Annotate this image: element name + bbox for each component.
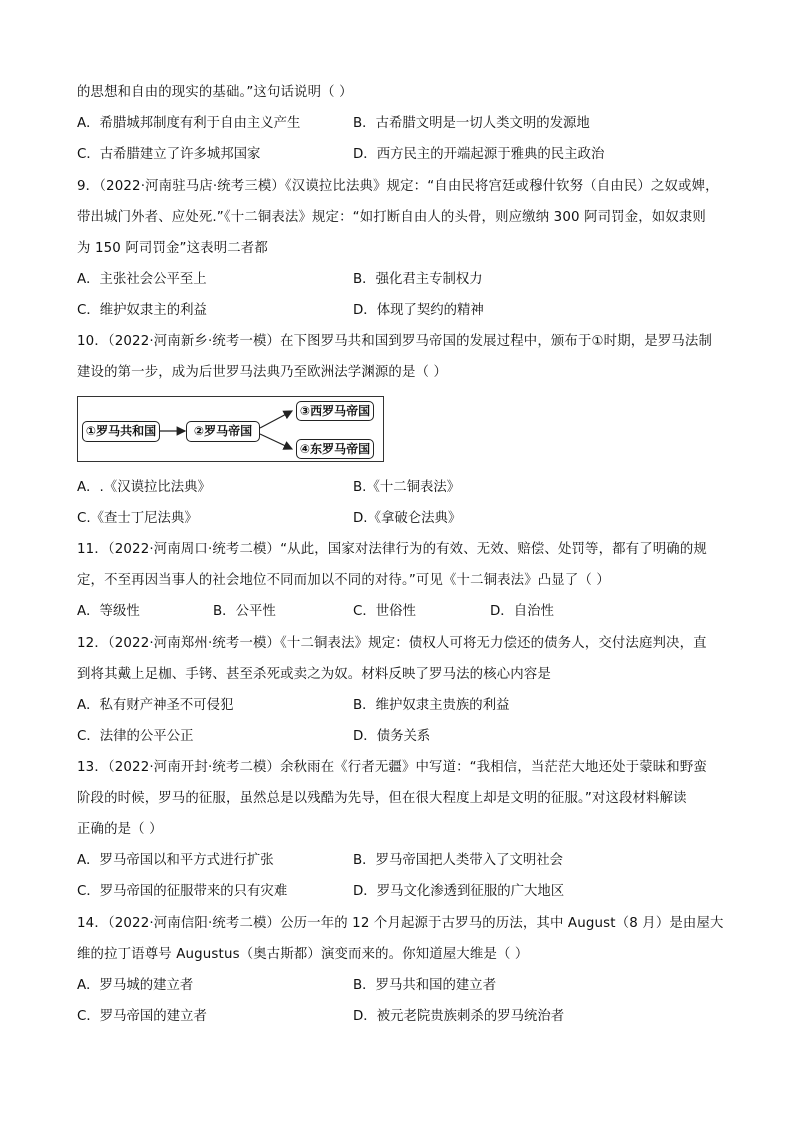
q13-option-b: B．罗马帝国把人类带入了文明社会 (353, 853, 564, 868)
q13-option-a: A．罗马帝国以和平方式进行扩张 (77, 853, 274, 868)
q11-option-d: D．自治性 (490, 604, 554, 619)
q14-option-a: A．罗马城的建立者 (77, 978, 194, 993)
question-8-stem-end: 的思想和自由的现实的基础。”这句话说明（ ） (77, 85, 353, 100)
node-roman-republic: ①罗马共和国 (82, 421, 160, 442)
q10-option-c: C.《查士丁尼法典》 (77, 511, 198, 526)
q10-option-b: B.《十二铜表法》 (353, 480, 461, 495)
q11-option-c: C．世俗性 (353, 604, 416, 619)
question-10-stem-1: 10．（2022·河南新乡·统考一模）在下图罗马共和国到罗马帝国的发展过程中，颁布于①时期，是罗马法制 (77, 334, 712, 349)
question-9-stem-2: 带出城门外者、应处死.”《十二铜表法》规定：“如打断自由人的头骨，则应缴纳 300 阿司罚金，如奴隶则 (77, 210, 706, 225)
q12-option-a: A．私有财产神圣不可侵犯 (77, 698, 234, 713)
rome-development-diagram (77, 396, 384, 462)
q12-option-b: B．维护奴隶主贵族的利益 (353, 698, 510, 713)
question-12-stem-2: 到将其戴上足枷、手铐、甚至杀死或卖之为奴。材料反映了罗马法的核心内容是 (77, 667, 551, 682)
q9-option-d: D．体现了契约的精神 (353, 303, 484, 318)
q12-option-c: C．法律的公平公正 (77, 729, 194, 744)
q10-option-a: A．.《汉谟拉比法典》 (77, 480, 211, 495)
question-11-stem-1: 11．（2022·河南周口·统考二模）“从此，国家对法律行为的有效、无效、赔偿、处罚等，都有了明确的规 (77, 542, 707, 557)
q8-option-d: D．西方民主的开端起源于雅典的民主政治 (353, 147, 605, 162)
question-12-stem-1: 12．（2022·河南郑州·统考一模）《十二铜表法》规定：债权人可将无力偿还的债务人，交付法庭判决，直 (77, 636, 707, 651)
q8-option-c: C．古希腊建立了许多城邦国家 (77, 147, 261, 162)
q13-option-d: D．罗马文化渗透到征服的广大地区 (353, 884, 565, 899)
question-14-stem-2: 维的拉丁语尊号 Augustus（奥古斯都）演变而来的。你知道屋大维是（ ） (77, 947, 529, 962)
q14-option-d: D．被元老院贵族刺杀的罗马统治者 (353, 1009, 565, 1024)
arrow-2-to-4 (260, 434, 292, 449)
arrow-2-to-3 (260, 411, 292, 428)
q9-option-c: C．维护奴隶主的利益 (77, 303, 207, 318)
q13-option-c: C．罗马帝国的征服带来的只有灾难 (77, 884, 288, 899)
node-eastern-roman-empire: ④东罗马帝国 (296, 439, 374, 459)
question-14-stem-1: 14．（2022·河南信阳·统考二模）公历一年的 12 个月起源于古罗马的历法，其中 August（8 月）是由屋大 (77, 916, 724, 931)
q11-option-a: A．等级性 (77, 604, 140, 619)
q9-option-b: B．强化君主专制权力 (353, 272, 483, 287)
question-11-stem-2: 定，不至再因当事人的社会地位不同而加以不同的对待。”可见《十二铜表法》凸显了（ ） (77, 573, 610, 588)
q9-option-a: A．主张社会公平至上 (77, 272, 207, 287)
question-10-stem-2: 建设的第一步，成为后世罗马法典乃至欧洲法学渊源的是（ ） (77, 365, 448, 380)
question-13-stem-2: 阶段的时候，罗马的征服，虽然总是以残酷为先导，但在很大程度上却是文明的征服。”对这段材料解读 (77, 791, 687, 806)
question-13-stem-3: 正确的是（ ） (77, 822, 163, 837)
q8-option-b: B．古希腊文明是一切人类文明的发源地 (353, 116, 590, 131)
question-9-stem-3: 为 150 阿司罚金”这表明二者都 (77, 241, 268, 256)
q10-option-d: D.《拿破仑法典》 (353, 511, 462, 526)
q14-option-b: B．罗马共和国的建立者 (353, 978, 497, 993)
q8-option-a: A．希腊城邦制度有利于自由主义产生 (77, 116, 301, 131)
question-9-stem-1: 9．（2022·河南驻马店·统考三模）《汉谟拉比法典》规定：“自由民将宫廷或穆什钦努（自由民）之奴或婢， (77, 179, 719, 194)
q11-option-b: B．公平性 (213, 604, 276, 619)
node-western-roman-empire: ③西罗马帝国 (296, 401, 374, 421)
question-13-stem-1: 13．（2022·河南开封·统考二模）余秋雨在《行者无疆》中写道：“我相信，当茫茫大地还处于蒙昧和野蛮 (77, 760, 707, 775)
q12-option-d: D．债务关系 (353, 729, 431, 744)
node-roman-empire: ②罗马帝国 (186, 421, 260, 442)
q14-option-c: C．罗马帝国的建立者 (77, 1009, 207, 1024)
